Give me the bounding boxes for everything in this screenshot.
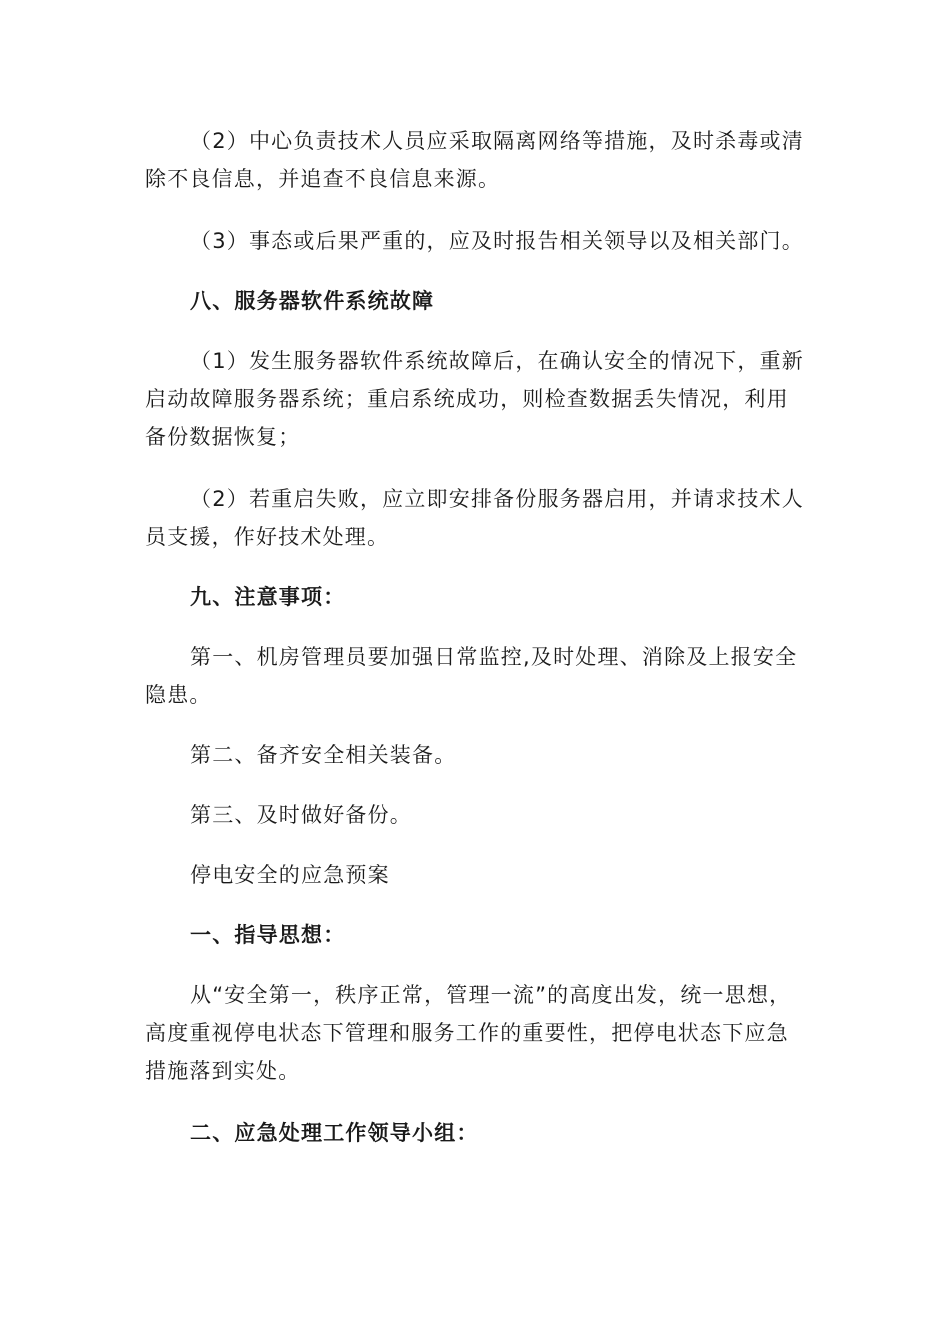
heading-text: 九、注意事项： bbox=[190, 585, 346, 609]
section-heading-guiding-principle bbox=[145, 916, 805, 954]
paragraph-guiding-principle bbox=[145, 976, 805, 1090]
text-line: 备份数据恢复； bbox=[145, 425, 301, 449]
document-subtitle-power-outage-plan bbox=[145, 856, 805, 894]
text-line: 启动故障服务器系统；重启系统成功，则检查数据丢失情况，利用 bbox=[145, 387, 789, 411]
paragraph-second-note bbox=[145, 736, 805, 774]
text-line: 隐患。 bbox=[145, 683, 212, 707]
paragraph-restart-server bbox=[145, 342, 805, 456]
paragraph-report-severe bbox=[145, 222, 805, 260]
paragraph-third-note bbox=[145, 796, 805, 834]
text-line: 停电安全的应急预案 bbox=[190, 863, 390, 887]
text-line: 第二、备齐安全相关装备。 bbox=[190, 743, 457, 767]
section-heading-leadership-group bbox=[145, 1114, 805, 1152]
paragraph-backup-server bbox=[145, 480, 805, 556]
text-line: （2）若重启失败，应立即安排备份服务器启用，并请求技术人 bbox=[190, 487, 804, 511]
heading-text: 二、应急处理工作领导小组： bbox=[190, 1121, 479, 1145]
section-heading-notes bbox=[145, 578, 805, 616]
text-line: 除不良信息，并追查不良信息来源。 bbox=[145, 167, 501, 191]
text-line: （3）事态或后果严重的，应及时报告相关领导以及相关部门。 bbox=[190, 229, 804, 253]
heading-text: 八、服务器软件系统故障 bbox=[190, 289, 435, 313]
text-line: 第三、及时做好备份。 bbox=[190, 803, 412, 827]
paragraph-first-note bbox=[145, 638, 805, 714]
paragraph-isolation-measures bbox=[145, 122, 805, 198]
text-line: 从“安全第一，秩序正常，管理一流”的高度出发，统一思想， bbox=[190, 983, 792, 1007]
heading-text: 一、指导思想： bbox=[190, 923, 346, 947]
text-line: 员支援，作好技术处理。 bbox=[145, 525, 390, 549]
text-line: 措施落到实处。 bbox=[145, 1059, 301, 1083]
text-line: （2）中心负责技术人员应采取隔离网络等措施，及时杀毒或清 bbox=[190, 129, 804, 153]
section-heading-server-software-failure bbox=[145, 282, 805, 320]
text-line: （1）发生服务器软件系统故障后，在确认安全的情况下，重新 bbox=[190, 349, 804, 373]
text-line: 高度重视停电状态下管理和服务工作的重要性，把停电状态下应急 bbox=[145, 1021, 789, 1045]
text-line: 第一、机房管理员要加强日常监控,及时处理、消除及上报安全 bbox=[190, 645, 798, 669]
